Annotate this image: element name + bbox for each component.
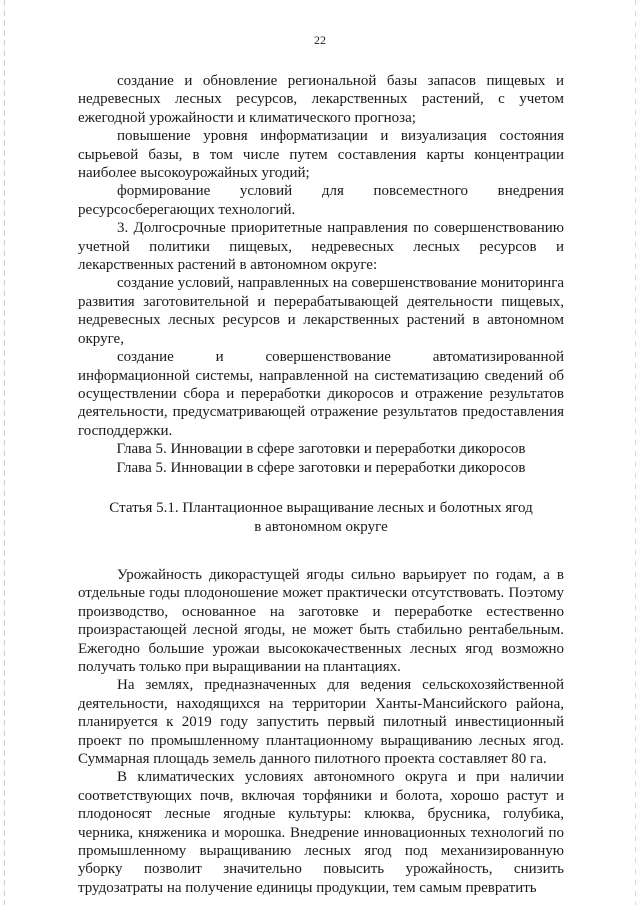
list-item-paragraph: создание и обновление региональной базы запасов пищевых и недревесных лесных ресурсов, лекарственных растений, с учетом ежегодной урожайности и климатического прогноза;: [78, 73, 564, 126]
list-item-paragraph: повышение уровня информатизации и визуализация состояния сырьевой базы, в том числе путем составления карты концентрации наиболее высокоурожайных угодий;: [78, 128, 564, 182]
list-item-paragraph: создание условий, направленных на совершенствование мониторинга развития заготовительной и перерабатывающей деятельности пищевых, недревесных лесных ресурсов и лекарственных растений в автономном округе,: [78, 275, 564, 347]
document-body: [78, 72, 564, 897]
scan-right-edge: [635, 0, 636, 905]
section-paragraph: 3. Долгосрочные приоритетные направления по совершенствованию учетной политики пищевых, недревесных лесных ресурсов и лекарственных растений в автономном округе:: [78, 220, 564, 274]
body-paragraph: В климатических условиях автономного округа и при наличии соответствующих почв, включая торфяники и болота, хорошо растут и плодоносят лесные ягодные культуры: клюква, брусника, голубика, черника, княженика и морошка. Внедрение инновационных технологий по промышленному выращиванию лесных ягод под механизированную уборку позволит значительно повысить урожайность, снизить трудозатраты на получение единицы продукции, тем самым превратить: [78, 769, 564, 896]
page-number: 22: [314, 33, 326, 47]
article-title-line-1: Статья 5.1. Плантационное выращивание лесных и болотных ягод: [109, 499, 533, 516]
body-paragraph: На землях, предназначенных для ведения сельскохозяйственной деятельности, находящихся на территории Ханты-Мансийского района, планируется к 2019 году запустить первый пилотный инвестиционный проект по промышленному плантационному выращиванию лесных ягод. Суммарная площадь земель данного пилотного проекта составляет 80 га.: [78, 677, 564, 767]
list-item-paragraph: создание и совершенствование автоматизированной информационной системы, направленной на систематизацию сведений об осуществлении сбора и переработки дикоросов и отражение результатов деятельности, предусматривающей отражение результатов предоставления господдержки.: [78, 349, 564, 439]
body-paragraph: Урожайность дикорастущей ягоды сильно варьирует по годам, а в отдельные годы плодоношение может практически отсутствовать. Поэтому производство, основанное на заготовке и переработке естественно произрастающей лесной ягоды, не может быть стабильно рентабельным. Ежегодно большие урожаи высококачественных лесных ягод возможно получать только при выращивании на плантациях.: [78, 566, 564, 675]
scan-left-edge: [4, 0, 5, 905]
chapter-heading: Глава 5. Инновации в сфере заготовки и переработки дикоросов: [116, 441, 526, 458]
article-title-line-2: в автономном округе: [254, 519, 388, 536]
list-item-paragraph: формирование условий для повсеместного внедрения ресурсосберегающих технологий.: [78, 183, 564, 218]
chapter-heading: Глава 5. Инновации в сфере заготовки и переработки дикоросов: [116, 459, 526, 476]
